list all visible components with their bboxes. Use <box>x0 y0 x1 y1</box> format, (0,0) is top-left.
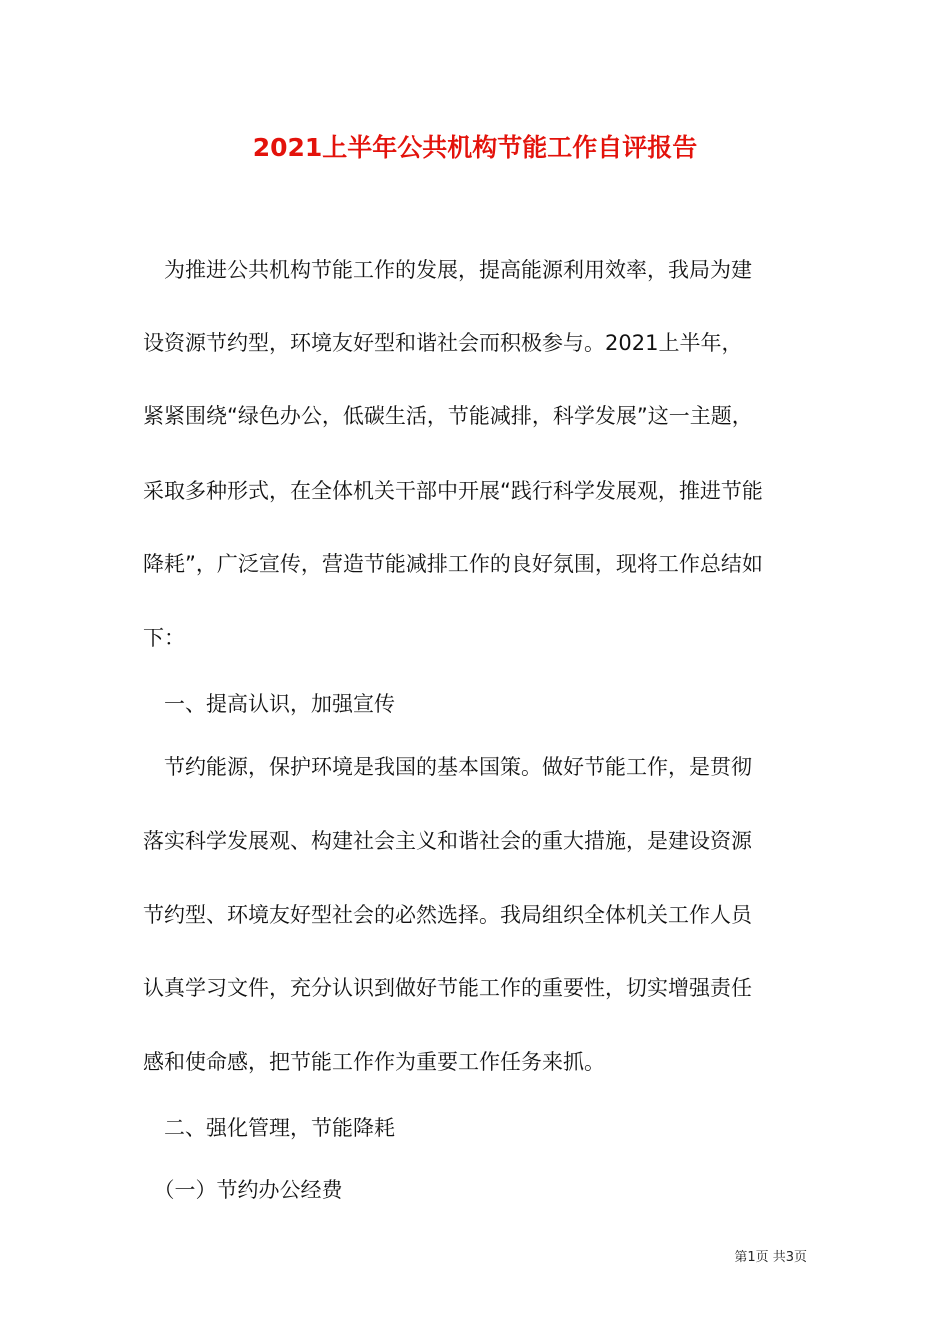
body-line-4: 采取多种形式，在全体机关干部中开展“践行科学发展观，推进节能 <box>143 479 763 503</box>
subsection-heading-1: （一）节约办公经费 <box>143 1178 343 1202</box>
document-title: 2021上半年公共机构节能工作自评报告 <box>252 133 698 162</box>
body-line-7: 节约能源，保护环境是我国的基本国策。做好节能工作，是贯彻 <box>143 755 752 779</box>
body-line-10: 认真学习文件，充分认识到做好节能工作的重要性，切实增强责任 <box>143 976 752 1000</box>
body-line-3: 紧紧围绕“绿色办公，低碳生活，节能减排，科学发展”这一主题， <box>143 404 753 428</box>
body-line-2: 设资源节约型，环境友好型和谐社会而积极参与。2021上半年， <box>143 331 743 355</box>
body-line-6: 下： <box>143 626 185 650</box>
body-line-5: 降耗”，广泛宣传，营造节能减排工作的良好氛围，现将工作总结如 <box>143 552 763 576</box>
body-line-1: 为推进公共机构节能工作的发展，提高能源利用效率，我局为建 <box>143 258 752 282</box>
body-line-11: 感和使命感，把节能工作作为重要工作任务来抓。 <box>143 1050 605 1074</box>
page-number: 第1页 共3页 <box>734 1250 807 1265</box>
body-line-8: 落实科学发展观、构建社会主义和谐社会的重大措施，是建设资源 <box>143 829 752 853</box>
body-line-9: 节约型、环境友好型社会的必然选择。我局组织全体机关工作人员 <box>143 903 752 927</box>
section-heading-1: 一、提高认识，加强宣传 <box>143 692 395 716</box>
section-heading-2: 二、强化管理，节能降耗 <box>143 1116 395 1140</box>
